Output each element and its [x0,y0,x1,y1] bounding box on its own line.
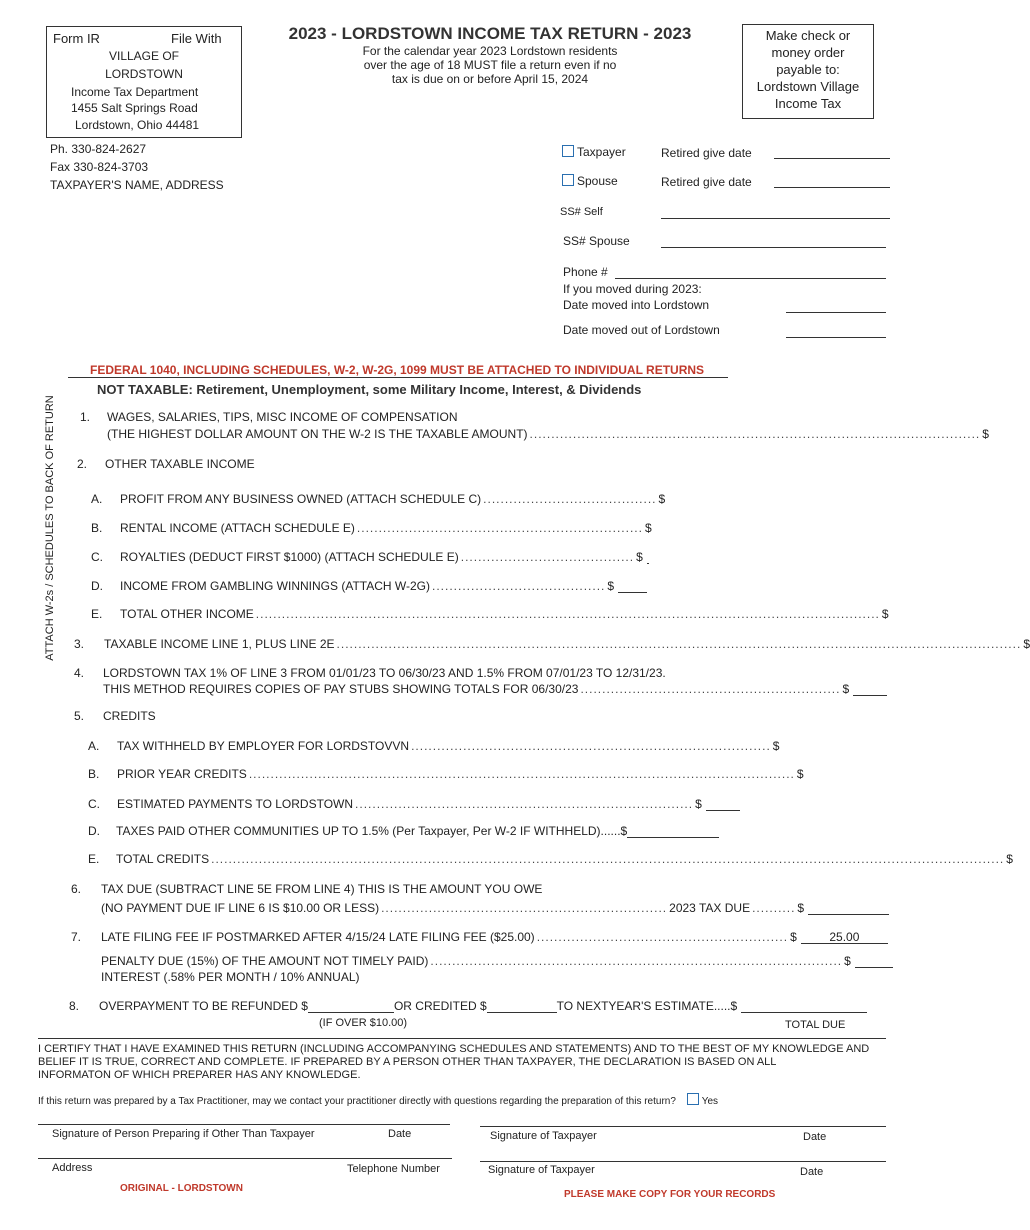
line-8-number: 8. [69,999,80,1013]
refund-amount-field[interactable] [308,999,394,1013]
preparer-date-label: Date [388,1128,412,1140]
certify-divider [38,1038,886,1039]
line-8-credited-label: OR CREDITED $ [393,999,487,1013]
line-5a-label: TAX WITHHELD BY EMPLOYER FOR LORDSTOVVN [117,739,410,753]
line-2d-row: INCOME FROM GAMBLING WINNINGS (ATTACH W-2G) ........................................ $ [120,579,647,593]
form-label: Form IR [53,31,100,46]
moved-into-field[interactable] [786,312,886,313]
agency-city: Lordstown, Ohio 44481 [75,118,200,132]
form-title: 2023 - LORDSTOWN INCOME TAX RETURN - 2023 [288,24,692,43]
line-5c-dollar: $ [695,797,702,811]
taxpayer-signature-line-2[interactable] [480,1161,886,1162]
retired-date-label-taxpayer: Retired give date [661,146,752,160]
payable-line-5: Income Tax [774,96,842,111]
line-7-amount-field[interactable]: 25.00 [801,930,888,944]
original-copy-label: ORIGINAL - LORDSTOWN [120,1183,243,1194]
line-5d-label: TAXES PAID OTHER COMMUNITIES UP TO 1.5% (Per Taxpayer, Per W-2 IF WITHHELD)......$ [116,824,628,838]
line-4-number: 4. [74,666,85,680]
line-5e-row: TOTAL CREDITS ....................................................................................................................................................................................... $ [116,852,1013,866]
line-4-amount-field[interactable] [853,682,887,696]
payable-line-4: Lordstown Village [756,79,860,94]
line-4-label: LORDSTOWN TAX 1% OF LINE 3 FROM 01/01/23 TO 06/30/23 AND 1.5% FROM 07/01/23 TO 12/31/23. [103,666,666,680]
line-5a-dollar: $ [772,739,780,753]
line-2d-label: INCOME FROM GAMBLING WINNINGS (ATTACH W-2G) [120,579,430,593]
agency-name-2: LORDSTOWN [105,67,183,81]
line-5e-label: TOTAL CREDITS [116,852,210,866]
line-5c-letter: C. [88,797,100,811]
preparer-address-line[interactable] [38,1158,452,1159]
line-8-estimate-label: TO NEXTYEAR'S ESTIMATE.....$ [556,999,738,1013]
line-2e-dollar: $ [881,607,889,621]
line-5c-label: ESTIMATED PAYMENTS TO LORDSTOWN [117,797,354,811]
if-over-note: (IF OVER $10.00) [319,1017,408,1029]
certify-text-2: BELIEF IT IS TRUE, CORRECT AND COMPLETE. IF PREPARED BY A PERSON OTHER THAN TAXPAYER, THE DECLARATION IS BASED ON ALL [38,1056,777,1068]
payable-line-3: payable to: [776,62,840,77]
line-1-sublabel: (THE HIGHEST DOLLAR AMOUNT ON THE W-2 IS THE TAXABLE AMOUNT) [107,427,528,441]
payable-line-2: money order [771,45,845,60]
not-taxable-notice: NOT TAXABLE: Retirement, Unemployment, some Military Income, Interest, & Dividends [97,382,642,397]
line-4-dollar: $ [842,682,850,696]
line-5b-letter: B. [88,767,100,781]
line-2b-label: RENTAL INCOME (ATTACH SCHEDULE E) [120,521,355,535]
taxpayer-checkbox-row[interactable] [562,145,626,159]
line-8-refund-label: OVERPAYMENT TO BE REFUNDED $ [99,999,308,1013]
line-5c-amount-field[interactable] [706,797,740,811]
line-7-number: 7. [71,930,82,944]
line-2a-dollar: $ [658,492,666,506]
line-6-row: (NO PAYMENT DUE IF LINE 6 IS $10.00 OR LESS) .................................................................. 2023 TAX DUE .......... $ [101,901,889,915]
ss-self-label: SS# Self [560,206,603,218]
line-5e-dollar: $ [1006,852,1013,866]
make-copy-notice: PLEASE MAKE COPY FOR YOUR RECORDS [564,1189,776,1200]
line-5e-letter: E. [88,852,100,866]
total-due-label: TOTAL DUE [785,1019,846,1031]
agency-street: 1455 Salt Springs Road [71,101,198,115]
line-6-dollar: $ [797,901,805,915]
spouse-checkbox-row[interactable] [562,174,618,188]
moved-out-label: Date moved out of Lordstown [563,323,720,337]
moved-into-label: Date moved into Lordstown [563,298,710,312]
penalty-amount-field[interactable] [855,954,893,968]
taxpayer-date-label-1: Date [803,1131,827,1143]
line-2e-row: TOTAL OTHER INCOME ................................................................................................................................................ $ [120,607,889,621]
payable-line-1: Make check or [765,28,851,43]
practitioner-question: If this return was prepared by a Tax Practitioner, may we contact your practitioner directly with questions regarding the preparation of this return? [38,1096,676,1107]
line-2a-row: PROFIT FROM ANY BUSINESS OWNED (ATTACH SCHEDULE C) ........................................ $ [120,492,666,506]
line-5-number: 5. [74,709,85,723]
retired-date-spouse-field[interactable] [774,187,890,188]
federal-attachment-notice: FEDERAL 1040, INCLUDING SCHEDULES, W-2, W-2G, 1099 MUST BE ATTACHED TO INDIVIDUAL RETURNS [90,363,705,377]
penalty-row: PENALTY DUE (15%) OF THE AMOUNT NOT TIMELY PAID) ............................................................................................... $ [101,954,893,968]
line-2c-row: ROYALTIES (DEDUCT FIRST $1000) (ATTACH SCHEDULE E) ........................................ $ [120,550,649,564]
moved-during-label: If you moved during 2023: [563,282,702,296]
certify-text-3: INFORMATON OF WHICH PREPARER HAS ANY KNOWLEDGE. [38,1069,361,1081]
line-2a-letter: A. [91,492,103,506]
line-3-dollar: $ [1023,637,1030,651]
fax-number: Fax 330-824-3703 [50,160,149,174]
line-6-tax-due-label: 2023 TAX DUE [669,901,751,915]
line-2b-letter: B. [91,521,103,535]
interest-label: INTEREST (.58% PER MONTH / 10% ANNUAL) [101,970,360,984]
title-sub-2: over the age of 18 MUST file a return even if no [363,58,617,72]
line-7-dollar: $ [790,930,797,944]
telephone-label: Telephone Number [347,1163,440,1175]
taxpayer-signature-label-1: Signature of Taxpayer [490,1130,597,1142]
line-6-label: TAX DUE (SUBTRACT LINE 5E FROM LINE 4) THIS IS THE AMOUNT YOU OWE [101,882,543,896]
retired-date-taxpayer-field[interactable] [774,158,890,159]
line-8-row [99,999,889,1013]
practitioner-yes-checkbox[interactable] [687,1093,699,1105]
title-sub-3: tax is due on or before April 15, 2024 [391,72,589,86]
ss-self-field[interactable] [661,218,890,219]
line-2e-letter: E. [91,607,103,621]
line-2c-label: ROYALTIES (DEDUCT FIRST $1000) (ATTACH SCHEDULE E) [120,550,459,564]
line-2-number: 2. [77,457,88,471]
line-2c-amount-field[interactable] [647,550,649,564]
line-5d-row [116,824,738,838]
line-2-label: OTHER TAXABLE INCOME [105,457,255,471]
agency-name-1: VILLAGE OF [108,49,180,63]
line-2b-dollar: $ [644,521,652,535]
line-5a-letter: A. [88,739,100,753]
line-6-amount-field[interactable] [808,901,889,915]
taxpayer-signature-label-2: Signature of Taxpayer [488,1164,595,1176]
line-5b-row: PRIOR YEAR CREDITS .............................................................................................................................. $ [117,767,804,781]
line-6-number: 6. [71,882,82,896]
phone-label: Phone # [563,265,608,279]
line-6-sublabel: (NO PAYMENT DUE IF LINE 6 IS $10.00 OR LESS) [101,901,380,915]
line-4-sublabel: THIS METHOD REQUIRES COPIES OF PAY STUBS SHOWING TOTALS FOR 06/30/23 [103,682,579,696]
certify-text-1: I CERTIFY THAT I HAVE EXAMINED THIS RETURN (INCLUDING ACCOMPANYING SCHEDULES AND STATEMENTS) AND TO THE BEST OF MY KNOWLEDGE AND [38,1043,870,1055]
ss-spouse-label: SS# Spouse [563,234,630,248]
taxpayer-label: Taxpayer [577,145,626,159]
title-sub-1: For the calendar year 2023 Lordstown residents [362,44,618,58]
line-5d-letter: D. [88,824,100,838]
line-2d-dollar: $ [607,579,615,593]
file-with-label: File With [171,31,222,46]
line-1-dollar: $ [982,427,989,441]
line-5b-label: PRIOR YEAR CREDITS [117,767,247,781]
practitioner-question-row [38,1093,718,1107]
taxpayer-name-address-label: TAXPAYER'S NAME, ADDRESS [50,178,224,192]
penalty-label: PENALTY DUE (15%) OF THE AMOUNT NOT TIMELY PAID) [101,954,429,968]
line-5a-row: TAX WITHHELD BY EMPLOYER FOR LORDSTOVVN ................................................................................... $ [117,739,780,753]
preparer-signature-label: Signature of Person Preparing if Other Than Taxpayer [52,1128,315,1140]
line-1-label: WAGES, SALARIES, TIPS, MISC INCOME OF COMPENSATION [107,410,458,424]
line-8-amount-field[interactable] [741,999,867,1013]
line-1-number: 1. [80,410,91,424]
line-7-row: LATE FILING FEE IF POSTMARKED AFTER 4/15/24 LATE FILING FEE ($25.00) .......................................................... $ 25.00 [101,930,888,944]
moved-out-field[interactable] [786,337,886,338]
line-5-label: CREDITS [103,709,156,723]
payable-box [742,24,874,119]
phone-number: Ph. 330-824-2627 [50,142,147,156]
agency-address-box [46,26,242,138]
line-3-row: TAXABLE INCOME LINE 1, PLUS LINE 2E .............................................................................................................................................................. $ [104,637,1030,651]
line-2b-row: RENTAL INCOME (ATTACH SCHEDULE E) .................................................................. $ [120,521,652,535]
line-4-row: THIS METHOD REQUIRES COPIES OF PAY STUBS SHOWING TOTALS FOR 06/30/23 ............................................................ $ [103,682,887,696]
phone-field[interactable] [615,278,886,279]
line-5c-row: ESTIMATED PAYMENTS TO LORDSTOWN .............................................................................. $ [117,797,740,811]
line-7-label: LATE FILING FEE IF POSTMARKED AFTER 4/15/24 LATE FILING FEE ($25.00) [101,930,535,944]
penalty-dollar: $ [844,954,851,968]
line-1-row: (THE HIGHEST DOLLAR AMOUNT ON THE W-2 IS THE TAXABLE AMOUNT) ........................................................................................................ $ [107,427,989,441]
line-2d-amount-field[interactable] [618,579,647,593]
line-2d-letter: D. [91,579,103,593]
line-3-number: 3. [74,637,85,651]
taxpayer-checkbox[interactable] [562,145,574,157]
line-2e-label: TOTAL OTHER INCOME [120,607,254,621]
line-2c-letter: C. [91,550,103,564]
line-5d-amount-field[interactable] [627,824,719,838]
credited-amount-field[interactable] [487,999,557,1013]
side-attach-notice: ATTACH W-2s / SCHEDULES TO BACK OF RETURN [44,395,56,661]
taxpayer-date-label-2: Date [800,1166,824,1178]
preparer-signature-line[interactable] [38,1124,450,1125]
line-3-label: TAXABLE INCOME LINE 1, PLUS LINE 2E [104,637,335,651]
address-label: Address [52,1162,93,1174]
line-2a-label: PROFIT FROM ANY BUSINESS OWNED (ATTACH SCHEDULE C) [120,492,482,506]
practitioner-yes-label: Yes [701,1096,719,1107]
spouse-label: Spouse [577,174,618,188]
notice-divider [68,377,728,378]
spouse-checkbox[interactable] [562,174,574,186]
agency-dept: Income Tax Department [71,85,199,99]
retired-date-label-spouse: Retired give date [661,175,752,189]
ss-spouse-field[interactable] [661,247,886,248]
line-5b-dollar: $ [796,767,804,781]
line-2c-dollar: $ [636,550,643,564]
taxpayer-signature-line-1[interactable] [480,1126,886,1127]
